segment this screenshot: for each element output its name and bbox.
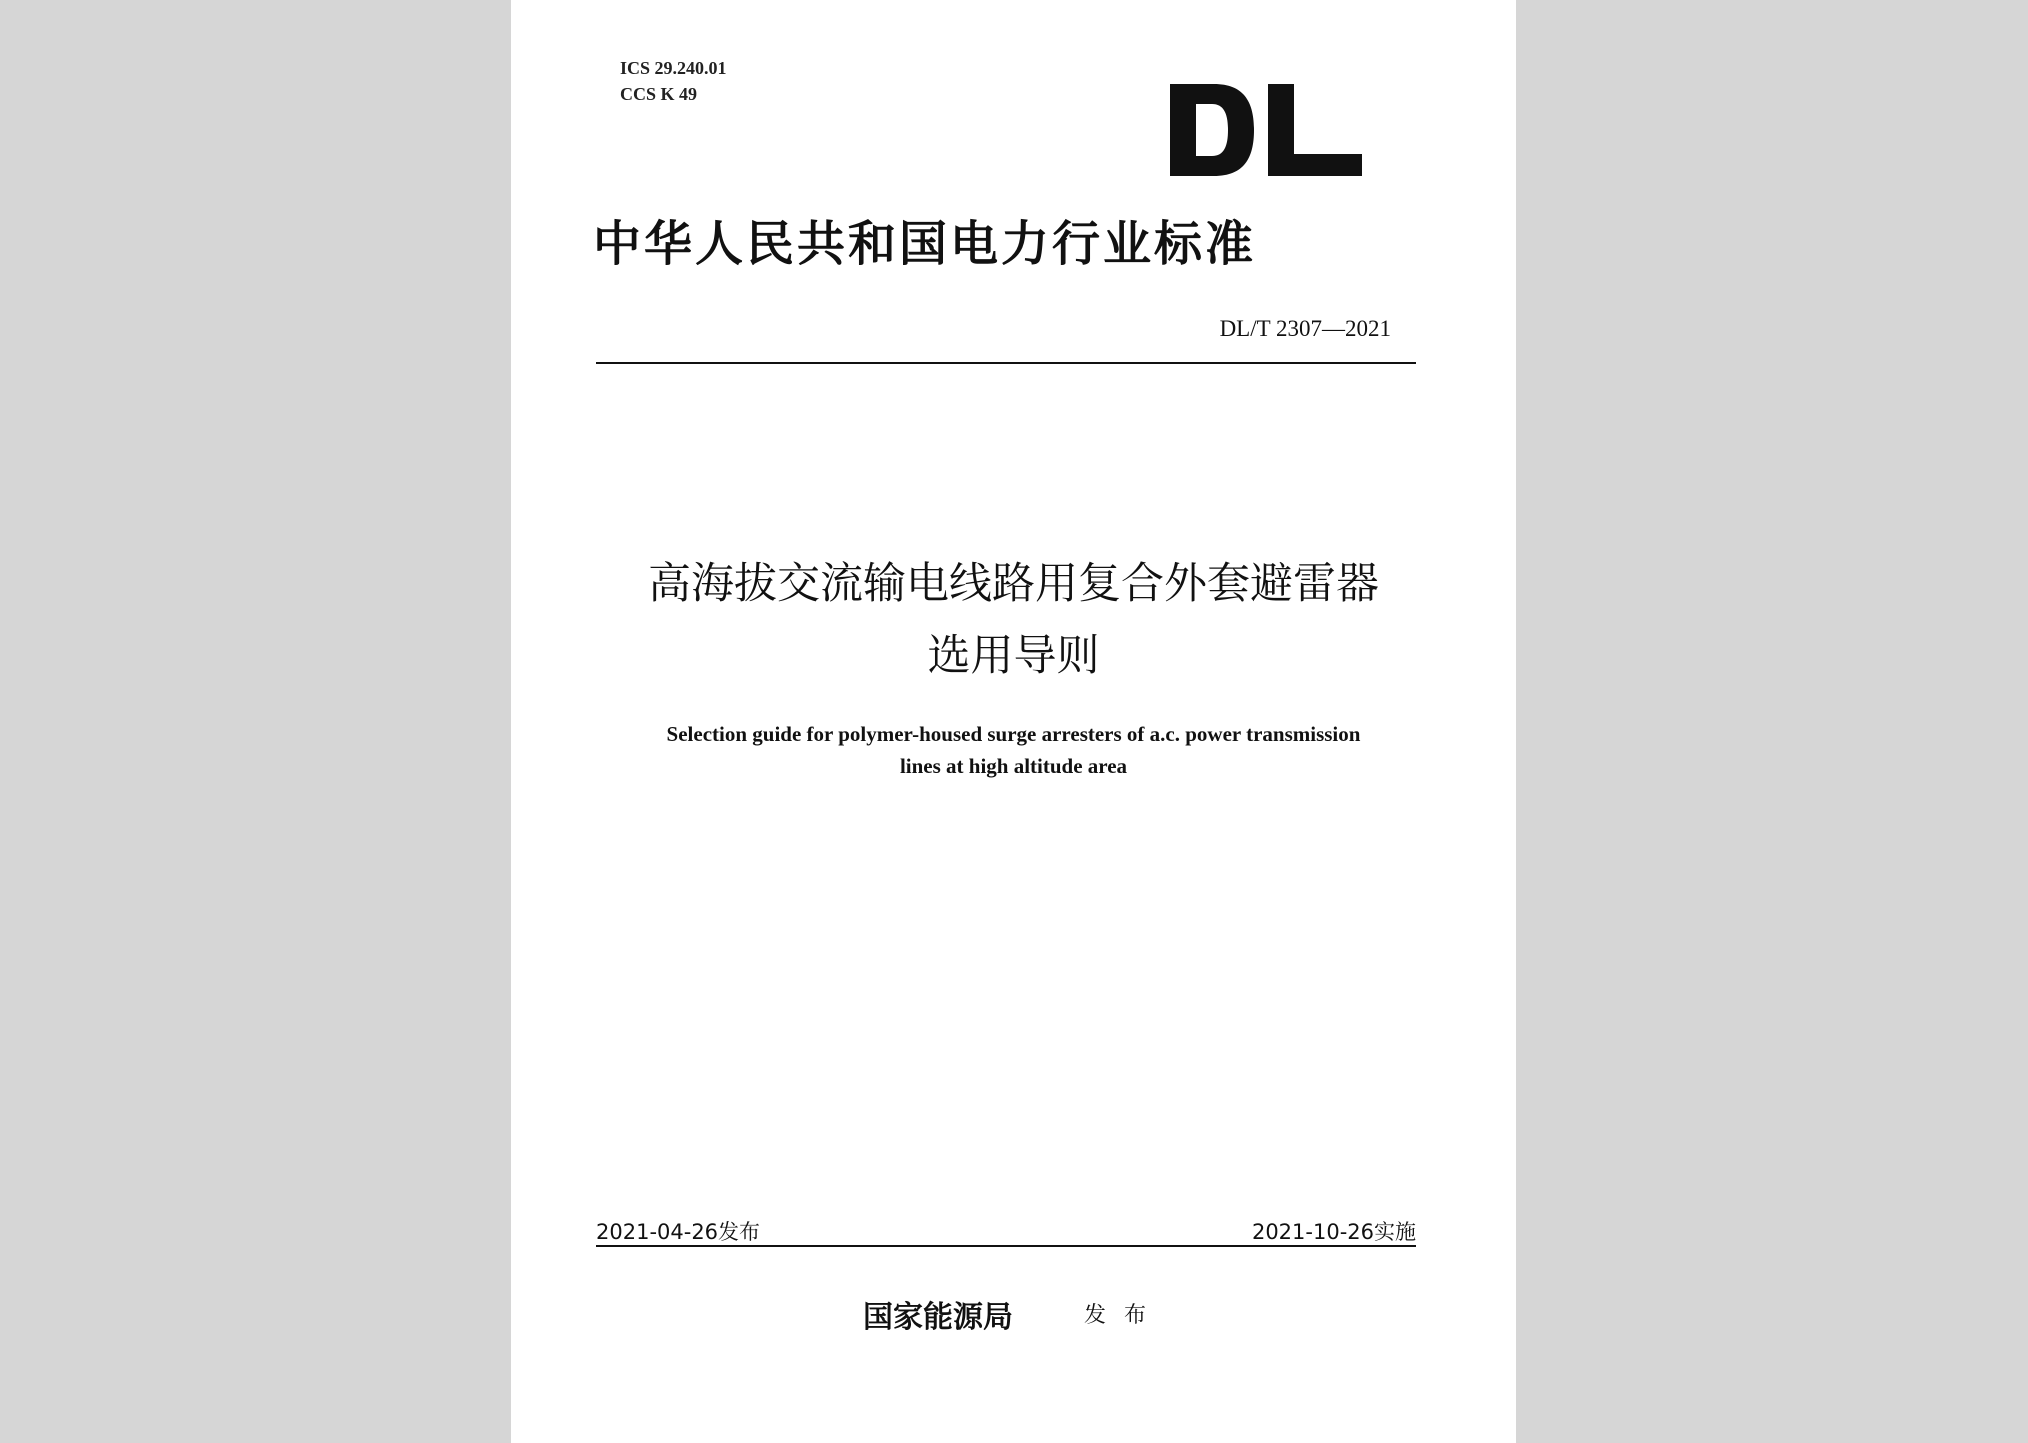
classification-codes [620,55,727,107]
publisher-name: 国家能源局 [863,1300,1013,1335]
document-page [511,0,1516,1443]
standard-type-title: 中华人民共和国电力行业标准 [593,216,1257,272]
publish-label: 发布 [1084,1303,1165,1328]
ics-code: ICS 29.240.01 [620,58,727,78]
english-title-line-1: Selection guide for polymer-housed surge arresters of a.c. power transmission [666,722,1361,746]
dl-logo [1166,80,1366,180]
english-title-line-2: lines at high altitude area [899,754,1128,778]
issue-date: 2021-04-26发布 [596,1220,761,1244]
footer-divider [596,1245,1416,1247]
chinese-title-line-2: 选用导则 [927,631,1100,681]
english-title [511,718,1516,782]
ccs-code: CCS K 49 [620,84,698,104]
standard-number: DL/T 2307—2021 [1219,316,1391,341]
chinese-title-line-1: 高海拔交流输电线路用复合外套避雷器 [648,559,1379,609]
chinese-title [511,548,1516,692]
header-divider [596,362,1416,364]
implementation-date: 2021-10-26实施 [1251,1220,1416,1244]
